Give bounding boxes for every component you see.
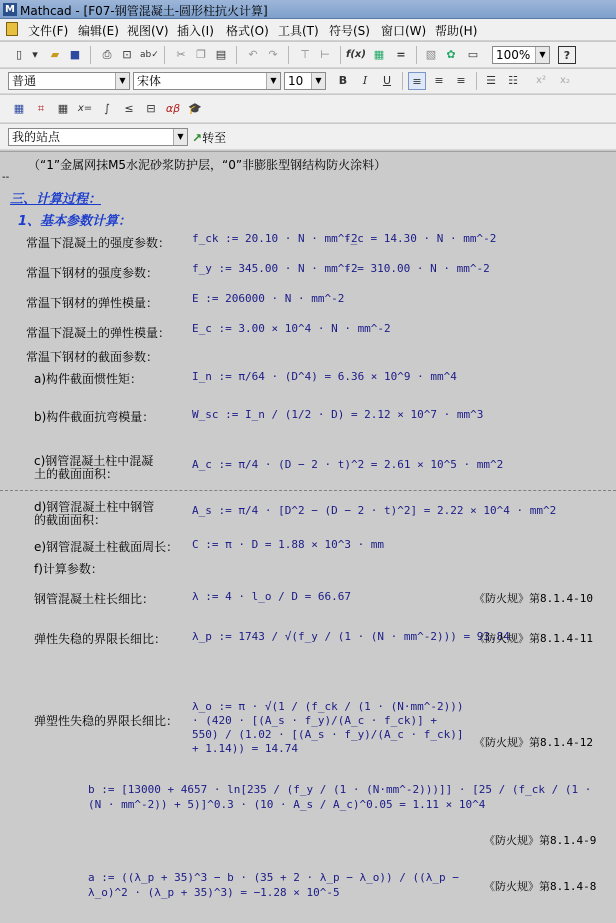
formula-As[interactable]: A_s := π/4 · [D^2 − (D − 2 · t)^2] = 2.22 × 10^4 · mm^2 [192,504,557,517]
formula-fy[interactable]: f_y := 345.00 · N · mm^-2 [192,262,358,275]
chevron-down-icon: ▼ [266,73,280,89]
label-concrete-area-1: c)钢管混凝土柱中混凝 [34,454,154,468]
formula-C[interactable]: C := π · D = 1.88 × 10^3 · mm [192,538,385,551]
worksheet[interactable]: （“1”金属网抹M5水泥砂浆防护层，“0”非膨胀型钢结构防火涂料） -- 三、计算过程： 1、基本参数计算： 常温下混凝土的强度参数： f_ck := 20.10 · N · mm^-2 f_c = 14.30 · N · mm^-2 常温下钢材的强度参数： f_y := 345.00 · N · mm^-2 f = 310.00 · N · mm^-2 常温下钢材的弹性模量： E := 206000 · N · mm^-2 常温下混凝土的弹性模量： E_c := 3.00 × 10^4 · N · mm^-2 常温下钢材的截面参数： a)构件截面惯性矩： I_n := π/64 · (D^4) = 6.36 × 10^9 · mm^4 b)构件截面抗弯模量： W_sc := I_n / (1/2 · D) = 2.12 × 10^7 · mm^3 c)钢管混凝土柱中混凝 土的截面面积： A_c := π/4 · (D − 2 · t)^2 = 2.61 × 10^5 · mm^2 d)钢管混凝土柱中钢管 的截面面积： A_s := π/4 · [D^2 − (D − 2 · t)^2] = 2.22 × 10^4 · mm^2 e)钢管混凝土柱截面周长： C := π · D = 1.88 × 10^3 · mm f)计算参数： 钢管混凝土柱长细比： λ := 4 · l_o / D = 66.67 《防火规》第8.1.4-10 弹性失稳的界限长细比： λ_p := 1743 / √(f_y / (1 · (N · mm^-2))) = 93.84 《防火规》第8.1.4-11 弹塑性失稳的界限长细比： λ_o := π · √(1 / (f_ck / (1 · (N·mm^-2))) · (420 · [(A_s · f_y)/(A_c · f_ck)] + 550) / (1.02 · [(A_s · f_y)/(A_c · f_ck)] + 1.14)) = 14.74 《防火规》第8.1.4-12 b := [13000 + 4657 · ln[235 / (f_y / (1 · (N·mm^-2)))]] · [25 / (f_ck / (1 · (N · mm^-2)) + 5)]^0.3 · (10 · A_s / A_c)^0.05 = 1.11 × 10^4 《防火规》第8.1.4-9 a := ((λ_p + 35)^3 − b · (35 + 2 · λ_p − λ_o)) / ((λ_p − λ_o)^2 · (λ_p + 35)^3) = −1.28 × 10^-5 《防火规》第8.1.4-8 [0,151,616,923]
math-toolbar [0,95,616,123]
graph-icon[interactable]: ⌗ [37,102,45,115]
label-elastic-limit: 弹性失稳的界限长细比： [34,632,167,646]
label-inertia: a)构件截面惯性矩： [34,372,143,386]
formula-f[interactable]: f = 310.00 · N · mm^-2 [344,262,490,275]
help-icon[interactable]: ? [558,46,576,64]
undo-icon[interactable]: ↶ [248,48,258,61]
component-icon[interactable]: ▧ [425,48,437,61]
insert-function-icon[interactable]: f(x) [346,49,366,60]
formula-lambda-o[interactable]: λ_o := π · √(1 / (f_ck / (1 · (N·mm^-2))) · (420 · [(A_s · f_y)/(A_c · f_ck)] + 550) / (1.02 · [(A_s · f_y)/(A_c · f_ck)] + 1.14)) = 14.74 [192,700,464,755]
formula-lambda-p[interactable]: λ_p := 1743 / √(f_y / (1 · (N · mm^-2))) = 93.84 [192,630,510,643]
reference-8-1-4-9: 《防火规》第8.1.4-9 [484,834,597,847]
calculator-icon[interactable]: ▦ [13,102,25,115]
italic-button[interactable]: I [362,74,368,87]
formula-b[interactable]: b := [13000 + 4657 · ln[235 / (f_y / (1 · (N·mm^-2)))]] · [25 / (f_ck / (1 · (N · mm^-2)) + 5)]^0.3 · (10 · A_s / A_c)^0.05 = 1.11 × 10^4 [88,783,592,811]
style-value: 普通 [12,74,37,88]
numbered-list-icon[interactable]: ☷ [508,74,518,87]
go-button[interactable] [192,129,226,146]
symbolic-icon[interactable]: 🎓 [188,102,202,115]
site-value: 我的站点 [12,130,61,144]
chevron-down-icon: ▼ [173,129,187,145]
label-section-params: 常温下钢材的截面参数： [26,350,159,364]
reference-8-1-4-8: 《防火规》第8.1.4-8 [484,880,597,893]
chevron-down-icon: ▼ [311,73,325,89]
formula-fc[interactable]: f_c = 14.30 · N · mm^-2 [344,232,497,245]
chevron-down-icon: ▼ [535,47,549,63]
label-elastoplastic-limit: 弹塑性失稳的界限长细比： [34,714,179,728]
spellcheck-icon[interactable]: ab✓ [140,50,159,60]
font-value: 宋体 [137,74,162,88]
superscript-icon[interactable]: x² [536,75,546,86]
menu-bar [0,19,616,41]
section-heading: 三、计算过程： [10,192,102,207]
label-steel-strength: 常温下钢材的强度参数： [26,266,159,280]
underline-button[interactable]: U [382,74,392,87]
menu-symbols[interactable]: 符号(S) [329,24,370,38]
font-select[interactable] [133,72,281,90]
menu-help[interactable]: 帮助(H) [435,24,478,38]
align-left-text-icon[interactable]: ≡ [408,72,426,90]
standard-toolbar [0,42,616,68]
greek-icon[interactable]: αβ [165,102,181,115]
font-size-select[interactable] [284,72,326,90]
formula-a[interactable]: a := ((λ_p + 35)^3 − b · (35 + 2 · λ_p − λ_o)) / ((λ_p − λ_o)^2 · (λ_p + 35)^3) = −1.28 × 10^-5 [88,871,459,899]
menu-window[interactable]: 窗口(W) [381,24,427,38]
formula-Wsc[interactable]: W_sc := I_n / (1/2 · D) = 2.12 × 10^7 · mm^3 [192,408,484,421]
formula-lambda[interactable]: λ := 4 · l_o / D = 66.67 [192,590,351,603]
bullet-list-icon[interactable]: ☰ [486,74,496,87]
label-section-modulus: b)构件截面抗弯模量： [34,410,155,424]
label-steel-modulus: 常温下钢材的弹性模量： [26,296,159,310]
menu-tools[interactable]: 工具(T) [278,24,319,38]
resource-icon[interactable]: ✿ [446,48,456,61]
new-icon[interactable]: ▯ [15,48,23,61]
save-icon[interactable]: ■ [69,48,81,61]
open-icon[interactable]: ▰ [50,48,60,61]
reference-8-1-4-11: 《防火规》第8.1.4-11 [474,632,593,645]
site-select[interactable] [8,128,188,146]
window-title: Mathcad - [F07-钢管混凝土-圆形柱抗火计算] [20,4,268,18]
subscript-icon[interactable]: x₂ [560,75,570,86]
menu-edit[interactable]: 编辑(E) [78,24,119,38]
page-break [0,490,616,491]
boolean-icon[interactable]: ≤ [124,102,134,115]
programming-icon[interactable]: ⊟ [146,102,156,115]
menu-format[interactable]: 格式(O) [226,24,269,38]
font-size-value: 10 [288,74,304,88]
zoom-value: 100% [496,48,531,62]
evaluation-icon[interactable]: x= [77,103,93,114]
formula-fck[interactable]: f_ck := 20.10 · N · mm^-2 [192,232,358,245]
formatting-toolbar [0,69,616,94]
menu-file[interactable]: 文件(F) [28,24,69,38]
new-dropdown-icon[interactable]: ▾ [32,48,38,61]
align-right-text-icon[interactable]: ≡ [456,74,466,87]
window-icon[interactable]: ▭ [467,48,479,61]
go-label: 转至 [202,131,227,145]
note-text: （“1”金属网抹M5水泥砂浆防护层，“0”非膨胀型钢结构防火涂料） [28,158,387,172]
reference-8-1-4-12: 《防火规》第8.1.4-12 [474,736,593,749]
label-slenderness: 钢管混凝土柱长细比： [34,592,155,606]
subsection-heading: 1、基本参数计算： [18,214,132,229]
formula-Ac[interactable]: A_c := π/4 · (D − 2 · t)^2 = 2.61 × 10^5 · mm^2 [192,458,504,471]
align-left-icon[interactable]: ⊢ [320,48,330,61]
chevron-down-icon: ▼ [115,73,129,89]
copy-icon[interactable]: ❐ [196,48,206,61]
calculus-icon[interactable]: ∫ [104,102,110,115]
reference-8-1-4-10: 《防火规》第8.1.4-10 [474,592,593,605]
align-top-icon[interactable]: ⊤ [300,48,310,61]
redo-icon[interactable]: ↷ [268,48,278,61]
go-arrow-icon: ↗ [192,131,203,145]
label-calc-params: f)计算参数： [34,562,103,576]
formula-In[interactable]: I_n := π/64 · (D^4) = 6.36 × 10^9 · mm^4 [192,370,457,383]
preview-icon[interactable]: ⊡ [122,48,132,61]
mathcad-app-icon: M [3,3,17,16]
title-bar [0,0,616,19]
label-steel-area-2: 的截面面积： [34,513,107,527]
matrix-icon[interactable]: ▦ [57,102,69,115]
cut-icon[interactable]: ✂ [176,48,186,61]
label-steel-area-1: d)钢管混凝土柱中钢管 [34,500,155,514]
label-perimeter: e)钢管混凝土柱截面周长： [34,540,179,554]
zoom-select[interactable] [492,46,550,64]
formula-Ec[interactable]: E_c := 3.00 × 10^4 · N · mm^-2 [192,322,391,335]
calculate-icon[interactable]: = [396,48,406,61]
style-select[interactable] [8,72,130,90]
print-icon[interactable]: ⎙ [102,48,112,61]
menu-insert[interactable]: 插入(I) [177,24,214,38]
label-concrete-strength: 常温下混凝土的强度参数： [26,236,171,250]
align-center-text-icon[interactable]: ≡ [434,74,444,87]
menu-view[interactable]: 视图(V) [127,24,169,38]
paste-icon[interactable]: ▤ [215,48,227,61]
label-concrete-area-2: 土的截面面积： [34,467,119,481]
insert-unit-icon[interactable]: ▦ [373,48,385,61]
label-concrete-modulus: 常温下混凝土的弹性模量： [26,326,171,340]
bold-button[interactable]: B [338,74,348,87]
formula-E[interactable]: E := 206000 · N · mm^-2 [192,292,345,305]
navigation-toolbar [0,124,616,150]
doc-menu-icon[interactable] [6,22,18,36]
